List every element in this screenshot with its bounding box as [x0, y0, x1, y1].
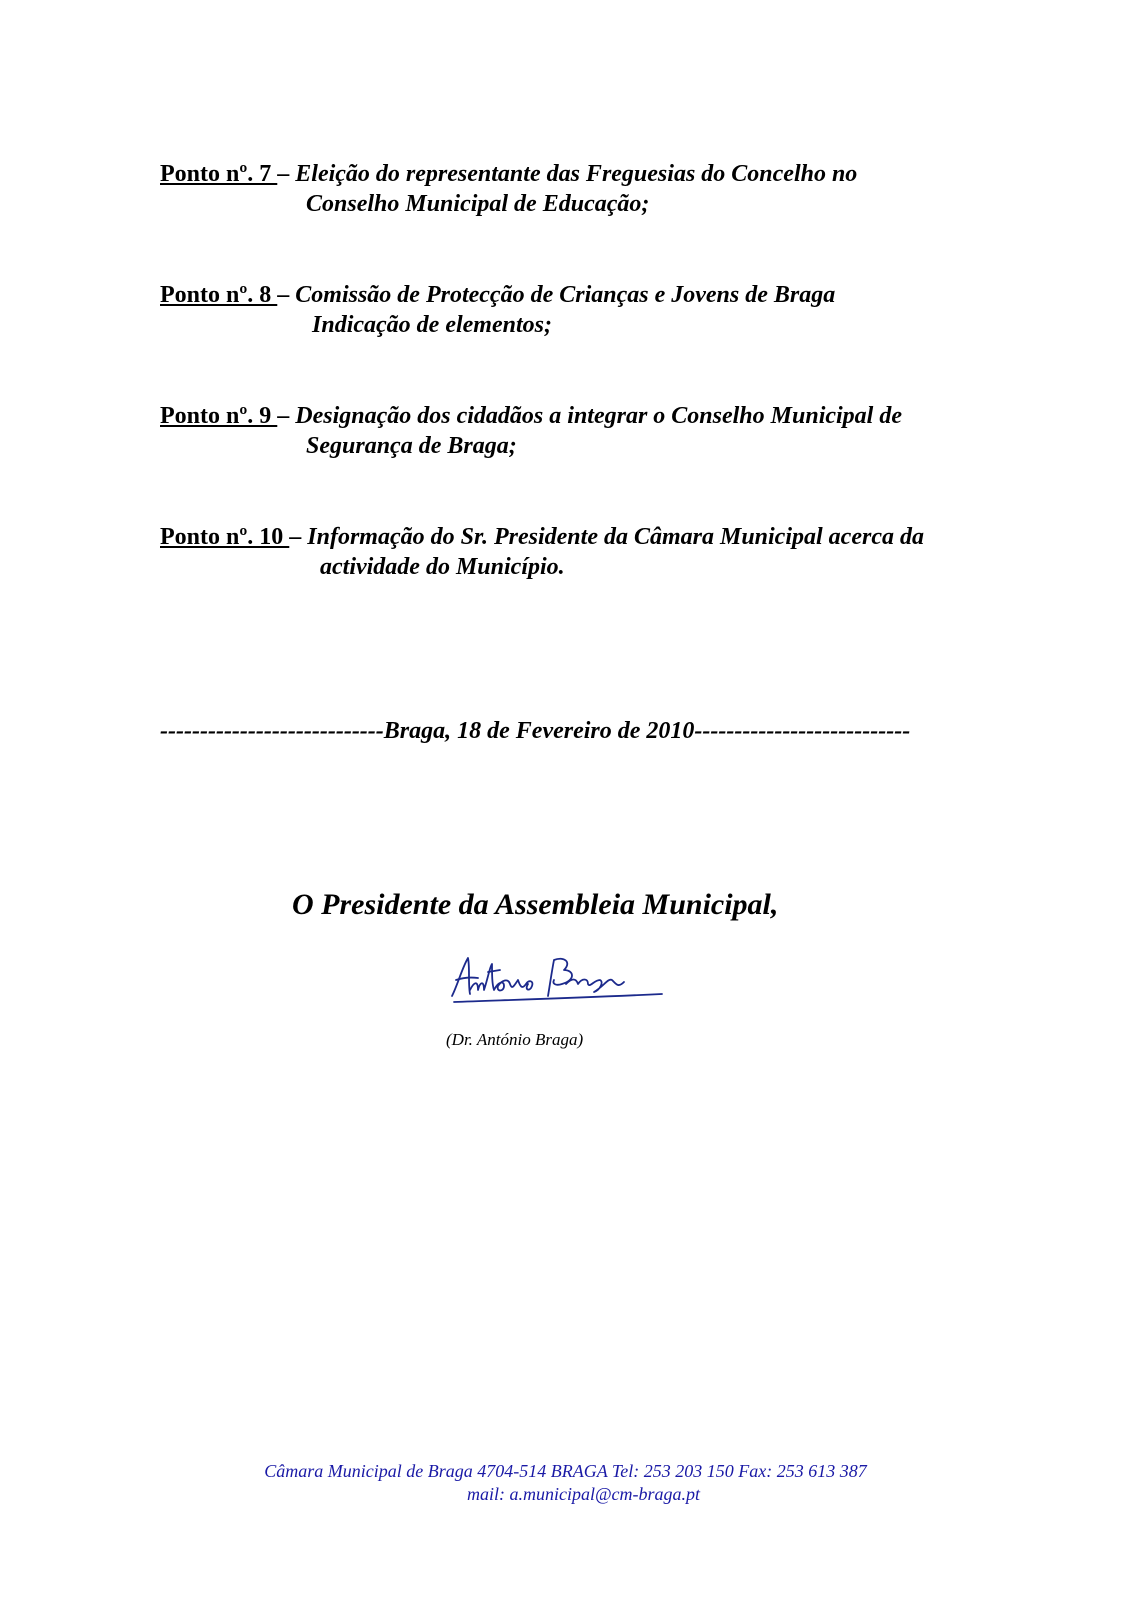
agenda-item-dash: –: [289, 524, 302, 550]
closing-title: O Presidente da Assembleia Municipal,: [292, 888, 779, 921]
agenda-item-text: Comissão de Protecção de Crianças e Jovens de Braga: [289, 282, 836, 308]
agenda-item-label: Ponto nº. 10: [160, 524, 290, 550]
agenda-item-10-continuation: actividade do Município.: [320, 554, 565, 580]
agenda-item-dash: –: [277, 161, 290, 187]
agenda-item-7-continuation: Conselho Municipal de Educação;: [306, 191, 650, 217]
agenda-item-8: [160, 280, 835, 310]
agenda-item-8-continuation: Indicação de elementos;: [312, 312, 552, 338]
footer-email: mail: a.municipal@cm-braga.pt: [466, 1484, 701, 1504]
agenda-item-label: Ponto nº. 8: [160, 282, 278, 308]
signature-image: [448, 950, 668, 1020]
agenda-item-dash: –: [277, 282, 290, 308]
signature-underline: [454, 994, 662, 1002]
agenda-item-label: Ponto nº. 7: [160, 161, 278, 187]
agenda-item-9-continuation: Segurança de Braga;: [306, 433, 517, 459]
footer: [0, 1460, 1131, 1506]
signature-stroke: [470, 964, 532, 991]
agenda-item-text: Designação dos cidadãos a integrar o Conselho Municipal de: [289, 403, 902, 429]
agenda-item-text: Informação do Sr. Presidente da Câmara Municipal acerca da: [301, 524, 924, 550]
agenda-item-9: [160, 401, 902, 431]
agenda-item-7: [160, 159, 857, 189]
agenda-item-label: Ponto nº. 9: [160, 403, 278, 429]
signature-stroke: [566, 980, 624, 993]
agenda-item-text: Eleição do representante das Freguesias do Concelho no: [289, 161, 858, 187]
agenda-item-dash: –: [277, 403, 290, 429]
signature-stroke: [548, 959, 572, 996]
date-line: ----------------------------Braga, 18 de Fevereiro de 2010---------------------------: [160, 718, 911, 744]
signer-name: (Dr. António Braga): [446, 1030, 584, 1049]
agenda-item-10: [160, 522, 924, 552]
footer-address: Câmara Municipal de Braga 4704-514 BRAGA Tel: 253 203 150 Fax: 253 613 387: [264, 1461, 867, 1481]
